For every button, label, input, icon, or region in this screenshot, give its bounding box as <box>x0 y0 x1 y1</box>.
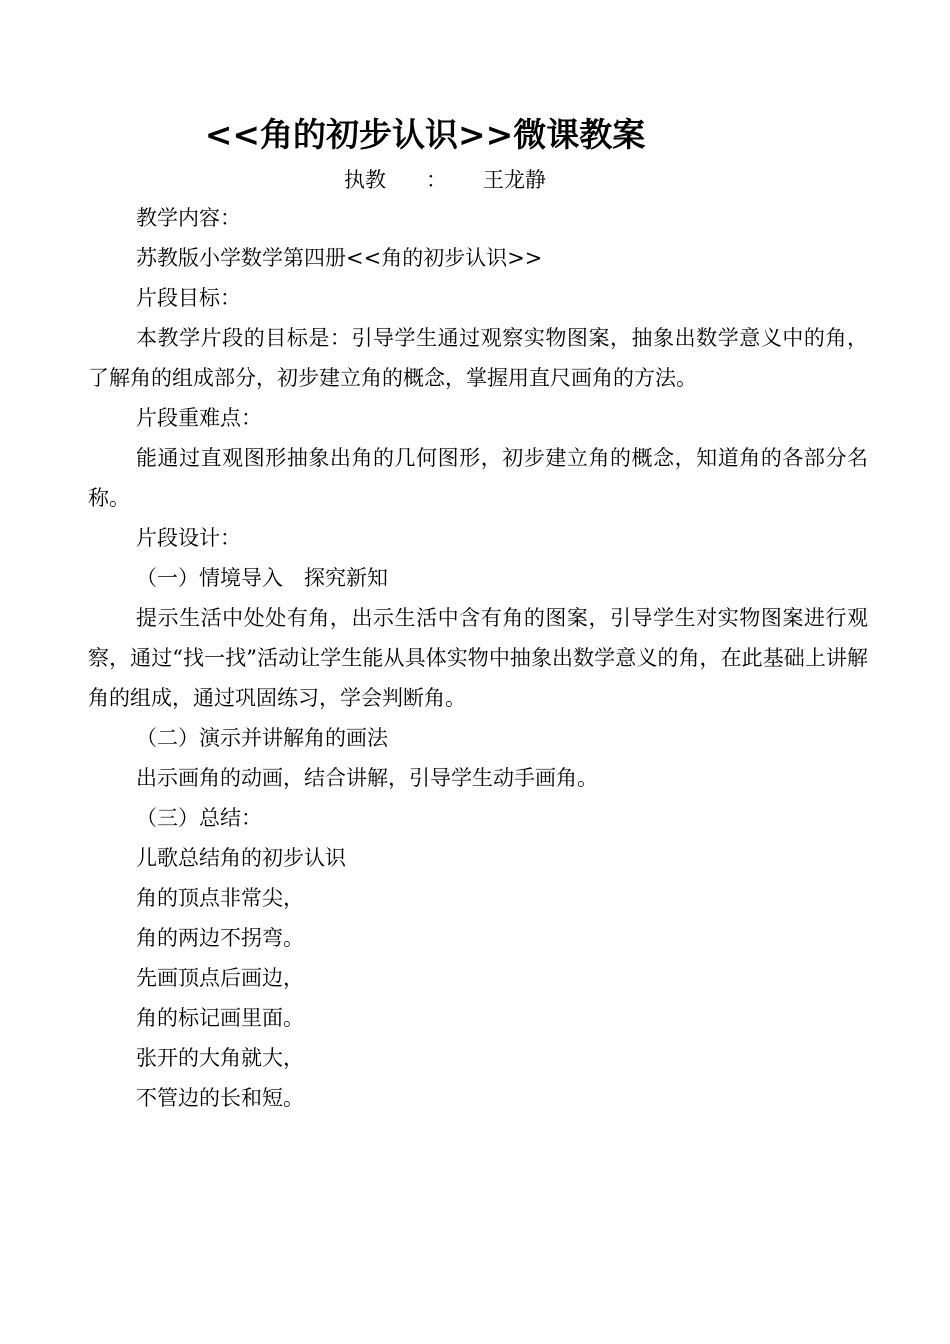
subheading-part-1: （一）情境导入 探究新知 <box>136 566 388 590</box>
paragraph-goals: 本教学片段的目标是：引导学生通过观察实物图案，抽象出数学意义中的角，了解角的组成部分，初步建立角的概念，掌握用直尺画角的方法。 <box>88 326 868 390</box>
subheading-part-2: （二）演示并讲解角的画法 <box>136 726 388 750</box>
rhyme-line: 不管边的长和短。 <box>136 1086 304 1110</box>
section-heading-design: 片段设计： <box>136 526 241 550</box>
paragraph-key-points: 能通过直观图形抽象出角的几何图形，初步建立角的概念，知道角的各部分名称。 <box>88 446 868 510</box>
section-heading-key-points: 片段重难点： <box>136 406 262 430</box>
paragraph-part-3: 儿歌总结角的初步认识 <box>136 846 346 870</box>
document-body <box>88 198 868 1118</box>
author-line <box>0 165 890 195</box>
rhyme-line: 角的顶点非常尖， <box>136 886 304 910</box>
rhyme-line: 角的标记画里面。 <box>136 1006 304 1030</box>
paragraph-content: 苏教版小学数学第四册<<角的初步认识>> <box>136 246 543 270</box>
document-title: <<角的初步认识>>微课教案 <box>204 115 646 154</box>
rhyme-line: 张开的大角就大， <box>136 1046 304 1070</box>
author-colon: ： <box>426 168 447 192</box>
paragraph-part-1: 提示生活中处处有角，出示生活中含有角的图案，引导学生对实物图案进行观察，通过“找一找”活动让学生能从具体实物中抽象出数学意义的角，在此基础上讲解角的组成，通过巩固练习，学会判断角。 <box>88 606 868 710</box>
section-heading-content: 教学内容： <box>136 206 241 230</box>
author-name: 王龙静 <box>483 168 546 192</box>
rhyme-line: 角的两边不拐弯。 <box>136 926 304 950</box>
author-label: 执教 <box>344 168 386 192</box>
section-heading-goals: 片段目标： <box>136 286 241 310</box>
subheading-part-3: （三）总结： <box>136 806 262 830</box>
paragraph-part-2: 出示画角的动画，结合讲解，引导学生动手画角。 <box>136 766 598 790</box>
rhyme-line: 先画顶点后画边， <box>136 966 304 990</box>
